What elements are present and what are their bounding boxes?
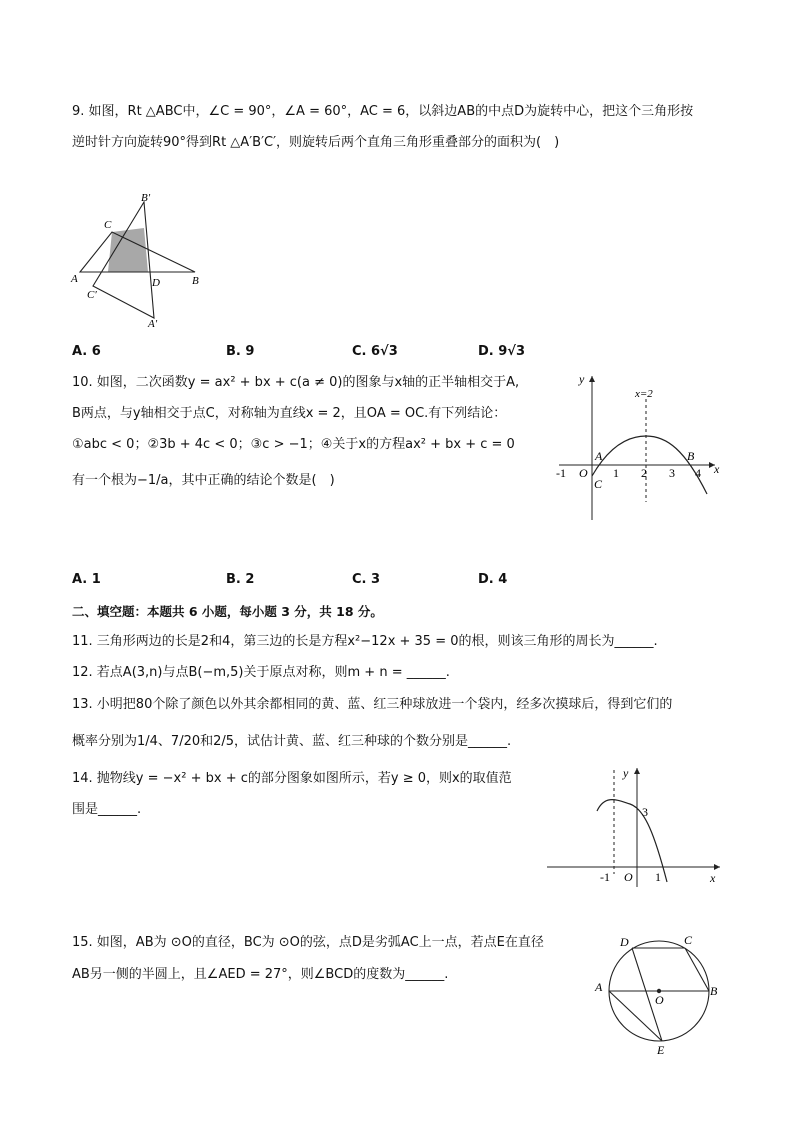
q9-option-a[interactable]: A. 6 (72, 344, 101, 359)
q9-label-a: A (71, 273, 78, 285)
q14-label-1: 1 (655, 870, 661, 884)
q10-label-x: x (714, 462, 720, 476)
q10-label-3: 3 (669, 466, 675, 480)
q10-option-a[interactable]: A. 1 (72, 572, 101, 587)
q9-figure (68, 192, 218, 332)
q10-label-m1: -1 (556, 466, 566, 480)
q10-line1: 10. 如图，二次函数y = ax² + bx + c(a ≠ 0)的图象与x轴的正半轴相交于A, (72, 375, 520, 390)
q14-label-o: O (624, 870, 633, 884)
q10-line3: ①abc < 0；②3b + 4c < 0；③c > −1；④关于x的方程ax² + bx + c = 0 (72, 437, 515, 452)
q14-y-arrow (634, 768, 640, 774)
q9-label-b2: B′ (141, 192, 151, 204)
q13-line2: 概率分别为1/4、7/20和2/5，试估计黄、蓝、红三种球的个数分别是______. (72, 734, 512, 749)
q9-label-a2: A′ (148, 318, 158, 330)
q12-text: 12. 若点A(3,n)与点B(−m,5)关于原点对称，则m + n = ______. (72, 665, 450, 680)
q9-label-c2: C′ (87, 289, 97, 301)
q15-line2: AB另一侧的半圆上，且∠AED = 27°，则∠BCD的度数为______. (72, 967, 449, 982)
q14-graph (545, 764, 725, 889)
q15-label-a: A (595, 980, 603, 994)
q10-label-2: 2 (641, 466, 647, 480)
q9-option-d[interactable]: D. 9√3 (478, 344, 526, 359)
q9-line2: 逆时针方向旋转90°得到Rt △A′B′C′，则旋转后两个直角三角形重叠部分的面积为( ) (72, 135, 560, 150)
q15-line1: 15. 如图，AB为 ⊙O的直径，BC为 ⊙O的弦，点D是劣弧AC上一点，若点E在直径 (72, 935, 544, 950)
q9-option-c[interactable]: C. 6√3 (352, 344, 398, 359)
q9-line1: 9. 如图，Rt △ABC中，∠C = 90°，∠A = 60°，AC = 6，以斜边AB的中点D为旋转中心，把这个三角形按 (72, 104, 694, 119)
q9-label-d: D (152, 277, 160, 289)
q10-label-o: O (579, 466, 588, 480)
q10-label-y: y (579, 372, 585, 386)
q14-line1: 14. 抛物线y = −x² + bx + c的部分图象如图所示，若y ≥ 0，则x的取值范 (72, 771, 512, 786)
q15-label-o: O (655, 993, 664, 1007)
q15-label-b: B (710, 984, 718, 998)
q14-x-arrow (714, 864, 720, 870)
q11-text: 11. 三角形两边的长是2和4，第三边的长是方程x²−12x + 35 = 0的根，则该三角形的周长为______. (72, 634, 658, 649)
q15-label-d: D (620, 935, 629, 949)
q15-label-e: E (657, 1043, 665, 1057)
q15-label-c: C (684, 933, 693, 947)
q9-option-b[interactable]: B. 9 (226, 344, 255, 359)
q10-option-b[interactable]: B. 2 (226, 572, 255, 587)
q15-figure (590, 928, 725, 1060)
q15-chord-bc (685, 948, 709, 991)
q10-label-1: 1 (613, 466, 619, 480)
q9-label-c: C (104, 219, 112, 231)
q9-label-b: B (192, 275, 199, 287)
q14-line2: 围是______. (72, 802, 142, 817)
q10-graph (555, 372, 725, 522)
section-2-heading: 二、填空题：本题共 6 小题，每小题 3 分，共 18 分。 (72, 604, 383, 619)
q13-line1: 13. 小明把80个除了颜色以外其余都相同的黄、蓝、红三种球放进一个袋内，经多次摸球后，得到它们的 (72, 697, 673, 712)
q14-label-x: x (710, 871, 716, 885)
q10-line4: 有一个根为−1/a，其中正确的结论个数是( ) (72, 473, 335, 488)
q10-option-d[interactable]: D. 4 (478, 572, 508, 587)
q10-label-a: A (595, 449, 603, 463)
q10-option-c[interactable]: C. 3 (352, 572, 381, 587)
q10-label-c: C (594, 477, 603, 491)
q14-label-y: y (623, 766, 629, 780)
q10-label-axis: x=2 (635, 388, 653, 400)
q14-label-3: 3 (642, 805, 648, 819)
q10-y-arrow (589, 376, 595, 382)
q14-label-m1: -1 (600, 870, 610, 884)
q9-overlap-shade (108, 228, 148, 272)
q10-label-4: 4 (695, 466, 701, 480)
q10-label-b: B (687, 449, 695, 463)
q10-line2: B两点，与y轴相交于点C，对称轴为直线x = 2，且OA = OC.有下列结论： (72, 406, 507, 421)
